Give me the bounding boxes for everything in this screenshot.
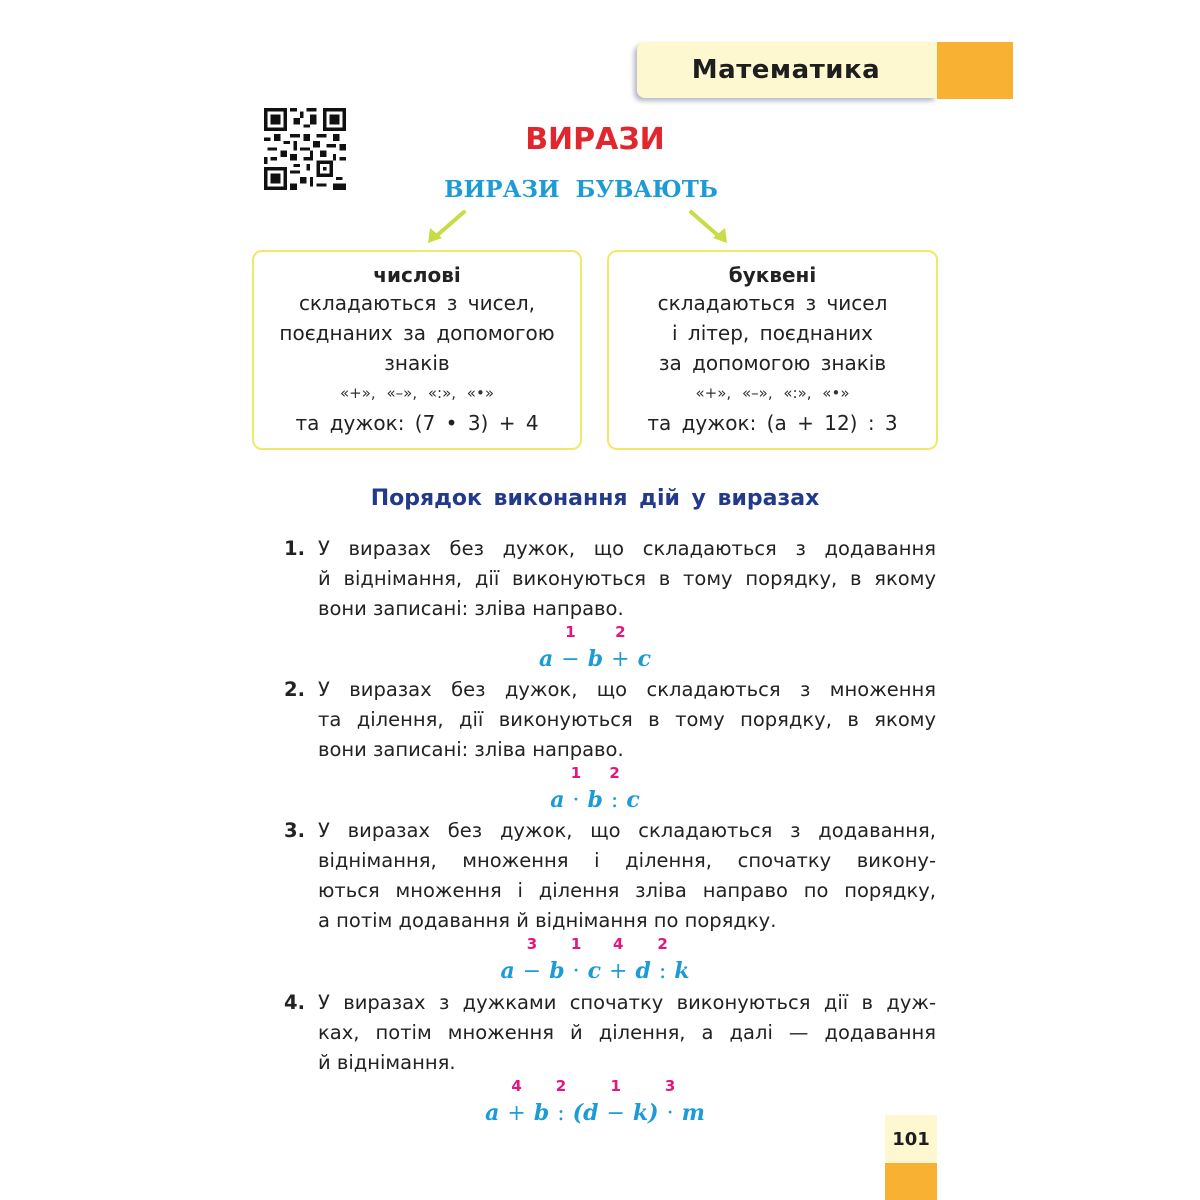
page-title: ВИРАЗИ xyxy=(525,122,665,157)
rule-line: У виразах без дужок, що складаються з множення xyxy=(318,678,936,701)
formula-1 xyxy=(0,623,1190,672)
formula-term: (d xyxy=(572,1100,599,1126)
box-line: складаються з чисел, xyxy=(298,291,536,315)
subtitle: ВИРАЗИ БУВАЮТЬ xyxy=(444,176,718,203)
box-signs: «+», «–», «:», «•» xyxy=(695,384,850,402)
rule-line: ках, потім множення й ділення, а далі — додавання xyxy=(318,1021,936,1044)
rule-line: а потім додавання й віднімання по порядку. xyxy=(318,909,777,932)
formula-term: a xyxy=(500,958,515,984)
rule-line: У виразах без дужок, що складаються з додавання xyxy=(318,537,936,560)
operation-order-number: 2 xyxy=(609,764,620,782)
rule-line: У виразах без дужок, що складаються з додавання, xyxy=(318,819,936,842)
arrow-down-left-icon xyxy=(420,208,470,246)
formula-operator xyxy=(609,764,620,813)
box-line: знаків xyxy=(384,351,450,375)
arrow-down-right-icon xyxy=(685,208,735,246)
formula-term: k) xyxy=(632,1100,659,1126)
box-example: та дужок: (а + 12) : 3 xyxy=(647,411,898,435)
formula-term: c xyxy=(587,958,601,984)
formula-term: b xyxy=(587,646,604,672)
operation-order-number: 4 xyxy=(511,1077,522,1095)
operation-order-number: 2 xyxy=(555,1077,567,1095)
rule-line: віднімання, множення і ділення, спочатку викону- xyxy=(318,849,936,872)
rule-line: У виразах з дужками спочатку виконуються дії в дуж- xyxy=(318,991,936,1014)
formula-term: c xyxy=(637,646,651,672)
rule-line: ються множення і ділення зліва направо по порядку, xyxy=(318,879,936,902)
formula-operator xyxy=(609,935,628,984)
formula-operator xyxy=(664,1077,676,1126)
rule-line: та ділення, дії виконуються в тому порядку, в якому xyxy=(318,708,936,731)
operator-symbol: · xyxy=(572,788,580,813)
box-heading: числові xyxy=(373,263,461,287)
rule-4 xyxy=(284,988,936,1078)
rule-number: 3. xyxy=(284,819,305,842)
rule-2 xyxy=(284,675,936,765)
section-title: Порядок виконання дій у виразах xyxy=(370,486,820,511)
formula-2 xyxy=(0,764,1190,813)
rule-line: й віднімання, дії виконуються в тому порядку, в якому xyxy=(318,567,936,590)
rule-line: вони записані: зліва направо. xyxy=(318,597,624,620)
operation-order-number: 1 xyxy=(570,764,582,782)
formula-operator xyxy=(611,623,630,672)
formula-operator xyxy=(570,935,582,984)
page-number: 101 xyxy=(885,1115,937,1163)
operator-symbol: + xyxy=(611,647,630,672)
formula-term: c xyxy=(626,787,640,813)
operator-symbol: − xyxy=(606,1101,625,1126)
operator-symbol: · xyxy=(666,1101,674,1126)
box-signs: «+», «–», «:», «•» xyxy=(340,384,494,402)
formula-term: a xyxy=(485,1100,500,1126)
box-line: за допомогою знаків xyxy=(658,351,887,375)
formula-operator xyxy=(561,623,580,672)
rule-line: вони записані: зліва направо. xyxy=(318,738,624,761)
formula-3 xyxy=(0,935,1190,984)
operation-order-number: 2 xyxy=(615,623,626,641)
subject-tab-accent xyxy=(937,42,1013,99)
operation-order-number: 1 xyxy=(570,935,582,953)
numeric-expressions-box xyxy=(252,250,582,450)
operation-order-number: 4 xyxy=(613,935,624,953)
formula-operator xyxy=(522,935,542,984)
formula-term: a xyxy=(539,646,554,672)
operator-symbol: − xyxy=(561,647,580,672)
formula-term: a xyxy=(550,787,565,813)
operator-symbol: : xyxy=(557,1101,565,1126)
formula-operator xyxy=(657,935,668,984)
box-example: та дужок: (7 • 3) + 4 xyxy=(295,411,539,435)
formula-term: b xyxy=(533,1100,550,1126)
operator-symbol: · xyxy=(572,959,580,984)
formula-term: k xyxy=(674,958,690,984)
rule-number: 1. xyxy=(284,537,305,560)
formula-operator xyxy=(555,1077,567,1126)
box-line: поєднаних за допомогою xyxy=(279,321,555,345)
operation-order-number: 1 xyxy=(610,1077,621,1095)
operation-order-number: 3 xyxy=(664,1077,676,1095)
operator-symbol: : xyxy=(610,788,619,813)
rule-line: й віднімання. xyxy=(318,1051,456,1074)
subject-tab xyxy=(637,42,937,98)
operation-order-number: 1 xyxy=(565,623,576,641)
formula-4 xyxy=(0,1077,1190,1126)
operator-symbol: : xyxy=(658,959,667,984)
formula-term: b xyxy=(587,787,603,813)
operation-order-number: 2 xyxy=(657,935,668,953)
formula-operator xyxy=(507,1077,526,1126)
box-heading: буквені xyxy=(728,263,817,287)
rule-number: 2. xyxy=(284,678,305,701)
box-line: і літер, поєднаних xyxy=(672,321,873,345)
formula-operator xyxy=(570,764,582,813)
operator-symbol: + xyxy=(507,1101,526,1126)
rule-number: 4. xyxy=(284,991,305,1014)
operation-order-number: 3 xyxy=(526,935,538,953)
subject-title: Математика xyxy=(691,55,881,85)
formula-term: b xyxy=(549,958,565,984)
box-line: складаються з чисел xyxy=(657,291,888,315)
formula-term: d xyxy=(635,958,651,984)
formula-term: m xyxy=(681,1100,705,1126)
formula-operator xyxy=(606,1077,625,1126)
rule-3 xyxy=(284,816,936,936)
letter-expressions-box xyxy=(607,250,938,450)
operator-symbol: − xyxy=(522,959,542,984)
rule-1 xyxy=(284,534,936,624)
operator-symbol: + xyxy=(609,959,628,984)
